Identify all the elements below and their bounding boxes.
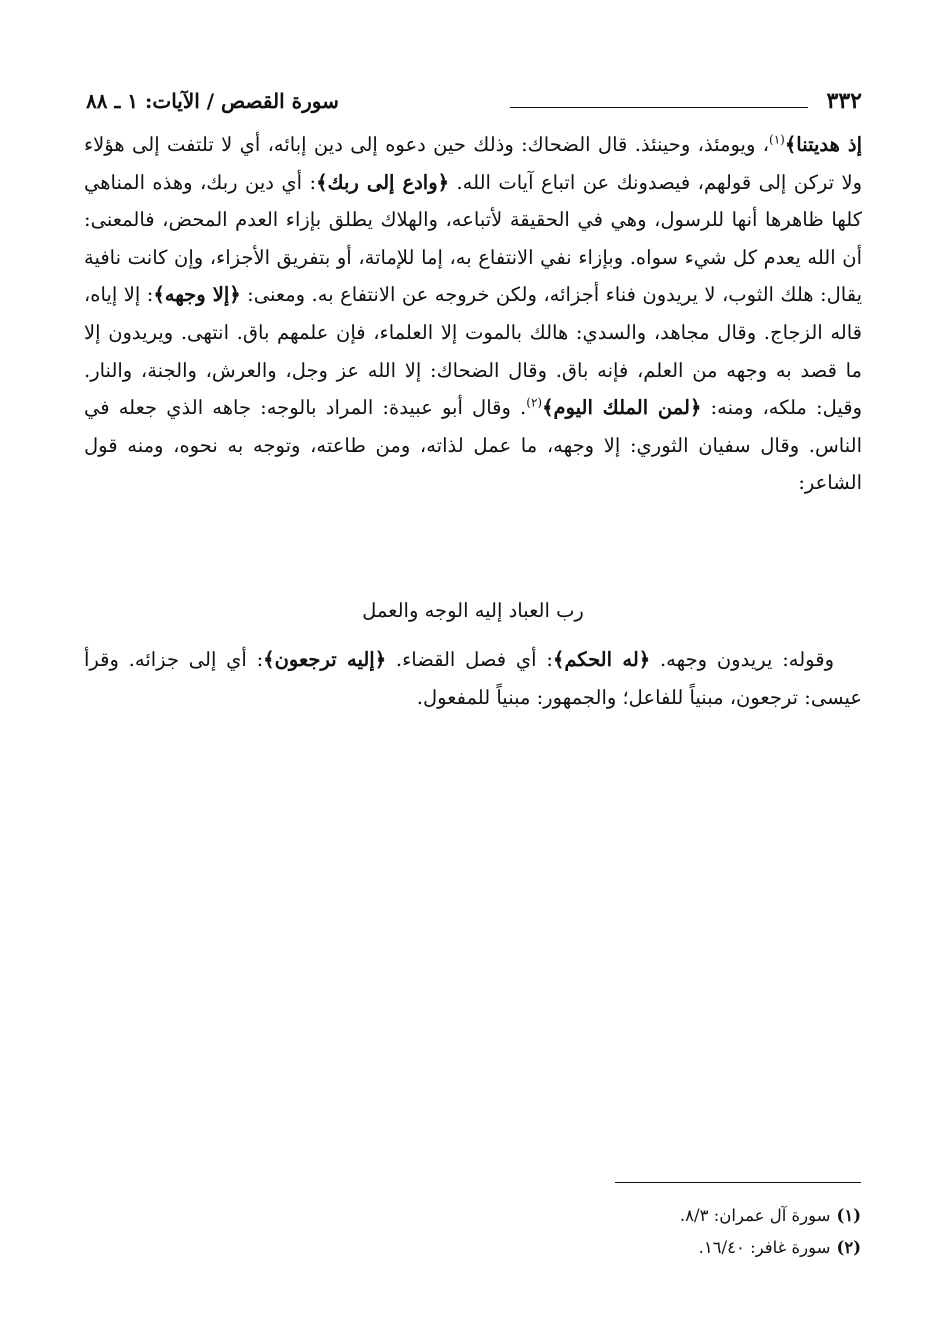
body-text: : إلا إياه، قاله الزجاج. وقال مجاهد، والسدي: هالك بالموت إلا العلماء، فإن علمهم باق. انتهى. ويريدون إلا ما قصد به وجهه من العلم، فإنه باق. وقال الضحاك: إلا الله عز وجل، والعرش، والجنة، والنار. وقيل: ملكه، ومنه: — [84, 283, 862, 420]
header-rule — [510, 107, 808, 108]
page-header — [86, 86, 862, 118]
footnote-ref: (٢) — [526, 395, 543, 410]
body-text: : أي دين ربك، وهذه المناهي كلها ظاهرها أنها للرسول، وهي في الحقيقة لأتباعه، والهلاك يطلق بإزاء العدم المحض، فالمعنى: أن الله يعدم كل شيء سواه. وبإزاء نفي الانتفاع به، إما للإماتة، أو بتفريق الأجزاء، وإن كانت نافية يقال: هلك الثوب، لا يريدون فناء أجزائه، ولكن خروجه عن الانتفاع به. ومعنى: — [84, 170, 863, 307]
body-text: ، ويومئذ، وحينئذ. قال الضحاك: وذلك حين دعوه إلى دين إبائه، أي لا تلتفت إلى هؤلاء ولا تركن إلى قولهم، فيصدونك عن اتباع آيات الله. — [84, 133, 863, 194]
body-text: : أي فصل القضاء. — [386, 648, 553, 671]
quran-quote: ﴿وادع إلى ربك﴾ — [316, 170, 450, 194]
footnote-ref: (١) — [769, 132, 785, 147]
footnote-number: (١) — [836, 1206, 861, 1225]
footnotes — [461, 1200, 861, 1264]
poetry-verse: رب العباد إليه الوجه والعمل — [362, 599, 584, 622]
body-text: وقوله: يريدون وجهه. — [650, 648, 834, 671]
body-text: : أي إلى جزائه. وقرأ عيسى: ترجعون، مبنياً للفاعل؛ والجمهور: مبنياً للمفعول. — [84, 648, 862, 709]
footnote-text: سورة غافر: ١٦/٤٠. — [698, 1238, 831, 1257]
footnote-rule — [615, 1182, 861, 1183]
body-text: . وقال أبو عبيدة: المراد بالوجه: جاهه الذي جعله في الناس. وقال سفيان الثوري: إلا وجهه، ما عمل لذاته، ومن طاعته، وتوجه به نحوه، ومنه قول الشاعر: — [84, 396, 862, 495]
quran-quote: ﴿له الحكم﴾ — [552, 648, 651, 671]
footnote-2 — [461, 1232, 861, 1264]
running-title: سورة القصص / الآيات: ١ ـ ٨٨ — [86, 89, 339, 113]
footnote-1 — [461, 1200, 861, 1232]
quran-quote: ﴿إليه ترجعون﴾ — [263, 648, 387, 671]
footnote-text: سورة آل عمران: ٨/٣. — [679, 1206, 831, 1225]
footnote-number: (٢) — [836, 1238, 861, 1257]
closing-paragraph — [84, 641, 862, 717]
quran-quote: ﴿إلا وجهه﴾ — [153, 283, 241, 307]
main-paragraph — [84, 126, 862, 502]
quran-quote: إذ — [839, 133, 862, 156]
page-number: ٣٣٢ — [826, 88, 862, 114]
quran-quote: ﴿لمن الملك اليوم﴾ — [542, 396, 702, 420]
quran-quote: هديتنا﴾ — [784, 133, 840, 156]
paragraph-1 — [84, 126, 862, 502]
